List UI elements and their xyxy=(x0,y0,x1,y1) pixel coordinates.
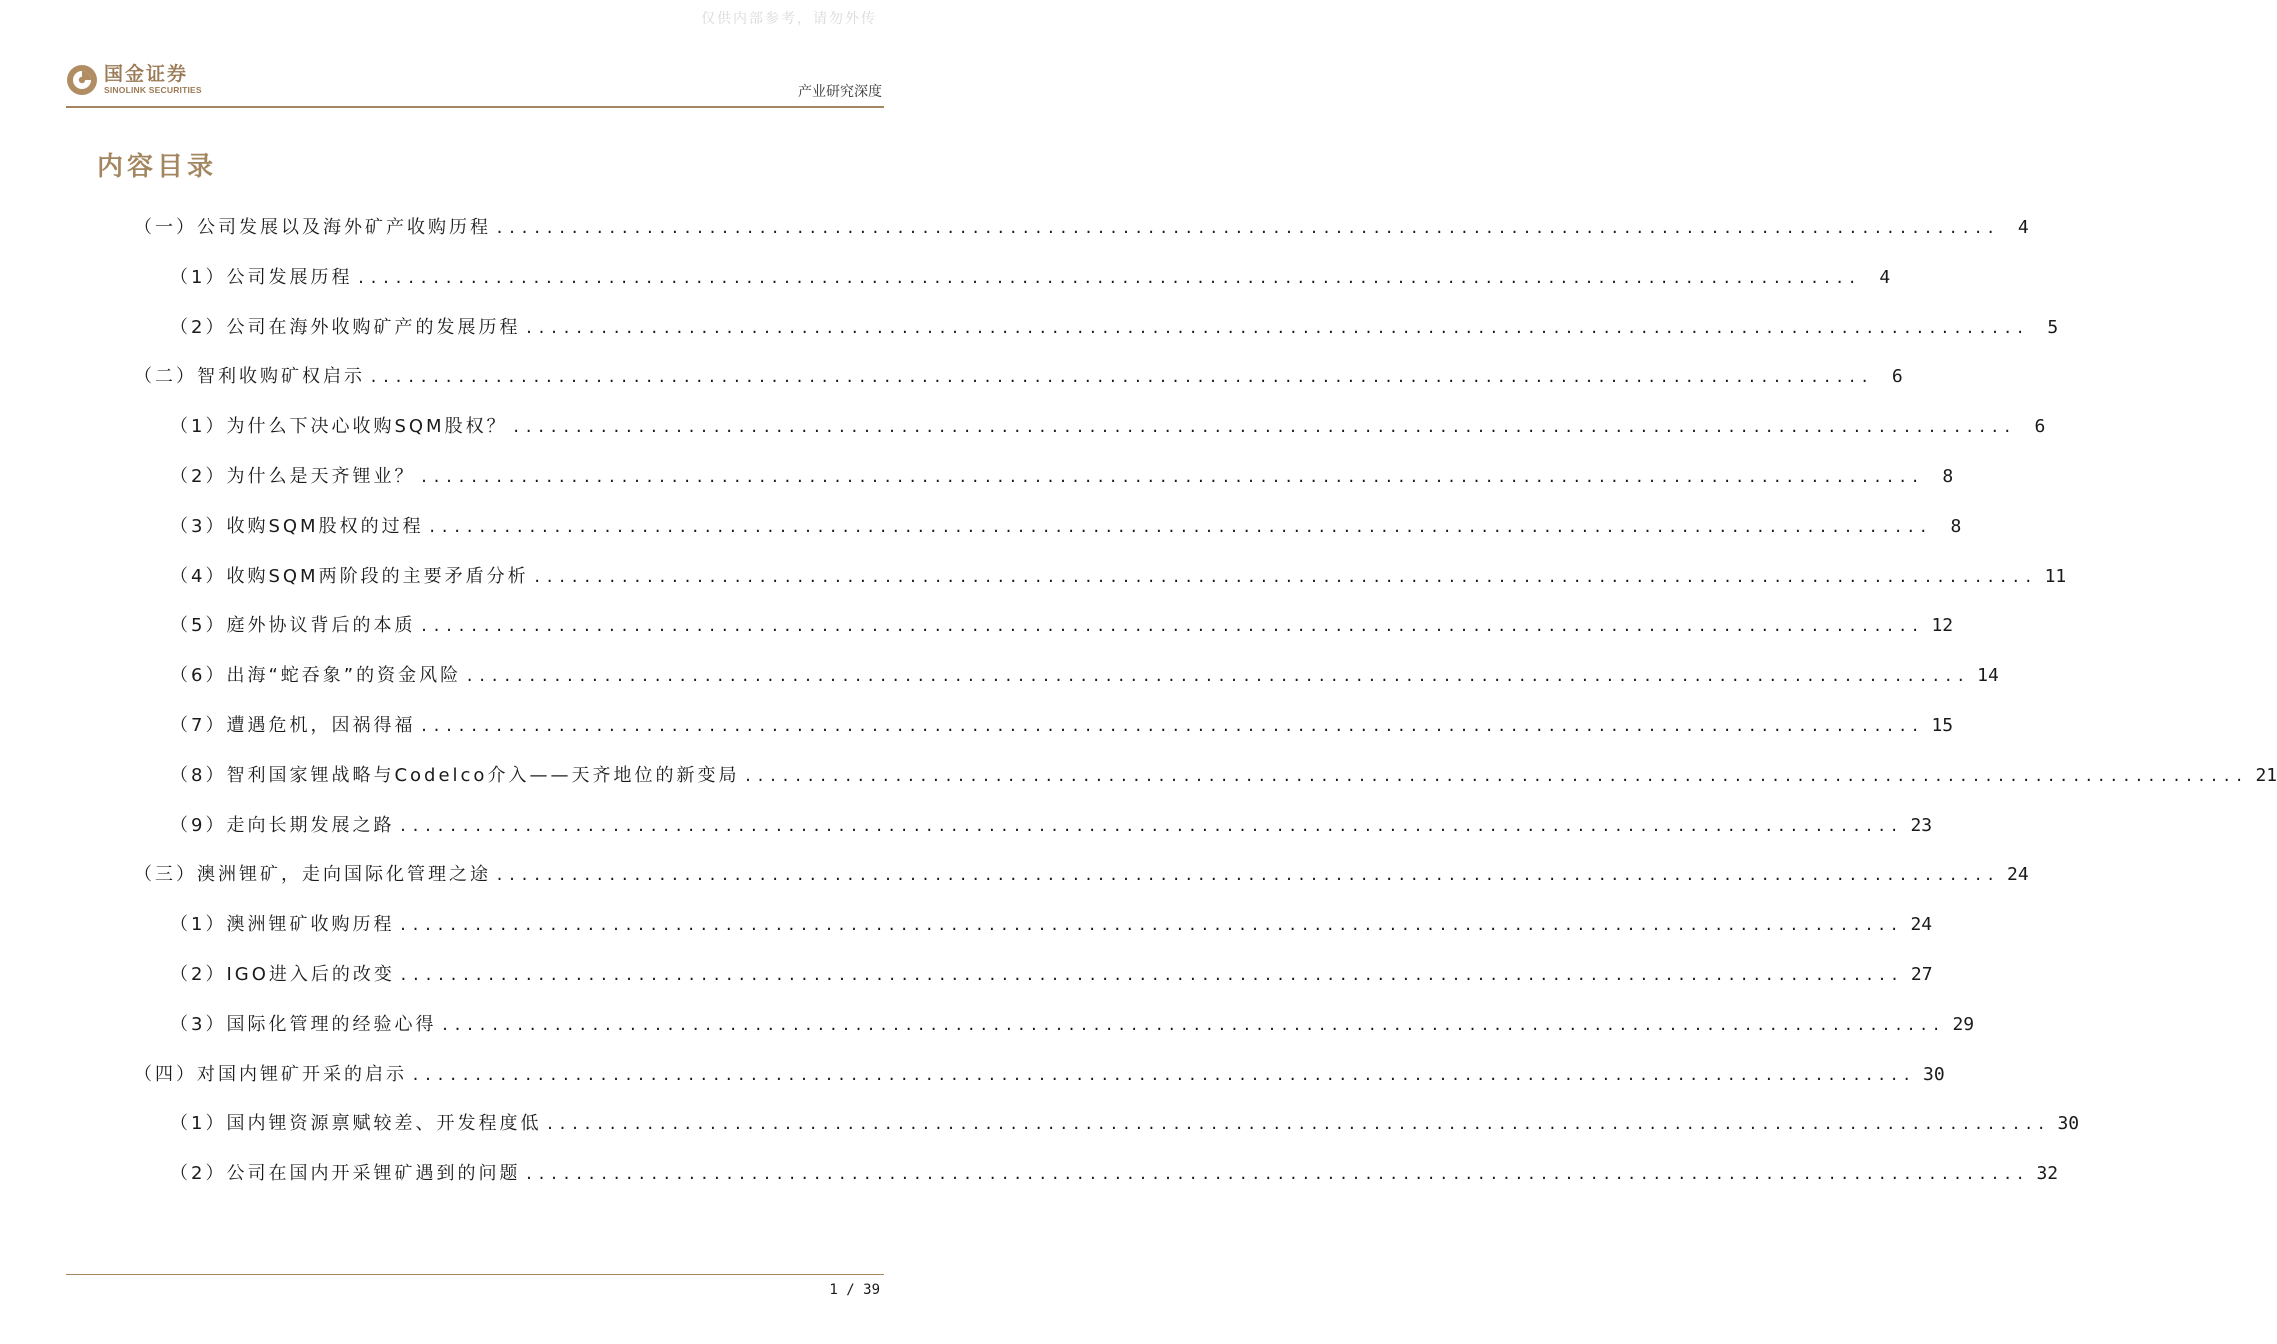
toc-entry[interactable] xyxy=(170,1010,1975,1040)
toc-entry-title: （5）庭外协议背后的本质 xyxy=(170,615,416,637)
toc-entry[interactable] xyxy=(134,213,2029,243)
toc-entry[interactable] xyxy=(170,1109,2080,1139)
toc-entry-page: 6 xyxy=(1891,366,1903,388)
toc-entry-title: （6）出海“蛇吞象”的资金风险 xyxy=(170,665,462,687)
toc-entry-page: 15 xyxy=(1931,715,1954,736)
toc-entry-page: 8 xyxy=(1950,515,1962,537)
toc-dot-leader: ........................................................................................................................ xyxy=(743,766,2248,785)
toc-entry-title: （4）收购SQM两阶段的主要矛盾分析 xyxy=(170,565,529,587)
toc-entry-title: （一）公司发展以及海外矿产收购历程 xyxy=(134,217,491,238)
toc-entry-page: 14 xyxy=(1977,665,1999,687)
toc-entry-title: （二）智利收购矿权启示 xyxy=(134,366,365,388)
toc-entry[interactable] xyxy=(170,910,1933,940)
report-category: 产业研究深度 xyxy=(798,84,882,100)
header-divider xyxy=(66,106,884,108)
toc-entry[interactable] xyxy=(170,611,1954,641)
toc-entry[interactable] xyxy=(170,1159,2059,1189)
toc-dot-leader: ........................................................................................................................ xyxy=(524,1165,2029,1184)
toc-dot-leader: ........................................................................................................................ xyxy=(495,219,1999,237)
toc-entry-title: （7）遭遇危机，因祸得福 xyxy=(170,715,416,736)
toc-dot-leader: ........................................................................................................................ xyxy=(398,916,1903,935)
toc-entry-title: （三）澳洲锂矿，走向国际化管理之途 xyxy=(134,864,491,886)
toc-dot-leader: ........................................................................................................................ xyxy=(545,1115,2050,1134)
toc-entry-title: （2）IGO进入后的改变 xyxy=(170,964,395,985)
toc-entry[interactable] xyxy=(170,761,2277,791)
toc-entry[interactable] xyxy=(170,811,1933,841)
toc-entry[interactable] xyxy=(170,960,1933,990)
toc-entry[interactable] xyxy=(170,462,1954,492)
toc-dot-leader: ........................................................................................................................ xyxy=(369,368,1873,387)
toc-dot-leader: ........................................................................................................................ xyxy=(398,966,1903,984)
toc-entry-title: （8）智利国家锂战略与Codelco介入——天齐地位的新变局 xyxy=(170,764,740,786)
toc-dot-leader: ........................................................................................................................ xyxy=(419,717,1924,735)
page-number: 1 / 39 xyxy=(829,1282,880,1298)
toc-entry-title: （2）公司在国内开采锂矿遇到的问题 xyxy=(170,1163,521,1185)
toc-entry-page: 23 xyxy=(1910,814,1933,836)
footer-divider xyxy=(66,1274,884,1275)
toc-dot-leader: ........................................................................................................................ xyxy=(465,667,1969,686)
watermark-text: 仅供内部参考，请勿外传 xyxy=(701,11,877,27)
toc-entry-title: （1）公司发展历程 xyxy=(170,266,353,288)
toc-entry[interactable] xyxy=(170,512,1962,542)
toc-entry[interactable] xyxy=(170,313,2059,343)
toc-entry-page: 21 xyxy=(2255,764,2277,786)
toc-entry-title: （1）国内锂资源禀赋较差、开发程度低 xyxy=(170,1113,542,1135)
toc-dot-leader: ........................................................................................................................ xyxy=(419,617,1924,636)
toc-dot-leader: ........................................................................................................................ xyxy=(356,268,1861,287)
toc-entry-page: 24 xyxy=(1910,914,1933,936)
toc-entry-title: （2）公司在海外收购矿产的发展历程 xyxy=(170,316,521,338)
toc-entry-page: 30 xyxy=(2057,1113,2080,1135)
toc-entry[interactable] xyxy=(170,562,2067,592)
toc-dot-leader: ........................................................................................................................ xyxy=(398,816,1903,835)
toc-entry-title: （四）对国内锂矿开采的启示 xyxy=(134,1063,407,1085)
logo-name-en: SINOLINK SECURITIES xyxy=(104,85,202,95)
company-logo xyxy=(66,64,202,96)
toc-dot-leader: ........................................................................................................................ xyxy=(419,468,1924,486)
toc-title: 内容目录 xyxy=(97,152,218,182)
toc-dot-leader: ........................................................................................................................ xyxy=(411,1065,1915,1084)
logo-name-cn: 国金证券 xyxy=(104,63,189,85)
toc-entry-page: 12 xyxy=(1931,615,1954,637)
toc-entry[interactable] xyxy=(170,661,1999,691)
toc-entry-page: 6 xyxy=(2034,416,2046,438)
toc-entry-page: 11 xyxy=(2044,565,2067,587)
toc-entry[interactable] xyxy=(170,263,1891,293)
toc-dot-leader: ........................................................................................................................ xyxy=(532,567,2037,586)
toc-entry[interactable] xyxy=(134,860,2029,890)
toc-entry-page: 29 xyxy=(1952,1013,1975,1035)
toc-dot-leader: ........................................................................................................................ xyxy=(440,1015,1945,1034)
toc-entry-title: （1）为什么下决心收购SQM股权？ xyxy=(170,416,508,438)
toc-entry-page: 5 xyxy=(2047,316,2059,338)
toc-entry[interactable] xyxy=(134,362,1903,392)
toc-entry-title: （3）国际化管理的经验心得 xyxy=(170,1013,437,1035)
toc-entry-page: 27 xyxy=(1910,964,1933,985)
toc-dot-leader: ........................................................................................................................ xyxy=(511,418,2016,437)
toc-entry-page: 4 xyxy=(1879,266,1891,288)
sinolink-logo-icon xyxy=(66,64,98,96)
toc-entry[interactable] xyxy=(170,412,2046,442)
toc-entry-title: （9）走向长期发展之路 xyxy=(170,814,395,836)
toc-entry-page: 24 xyxy=(2007,864,2029,886)
toc-entry[interactable] xyxy=(170,711,1954,741)
toc-entry-page: 30 xyxy=(1923,1063,1945,1085)
toc-entry-page: 32 xyxy=(2036,1163,2059,1185)
toc-dot-leader: ........................................................................................................................ xyxy=(495,866,1999,885)
toc-entry-page: 8 xyxy=(1942,466,1954,487)
toc-entry-title: （1）澳洲锂矿收购历程 xyxy=(170,914,395,936)
toc-entry-title: （2）为什么是天齐锂业？ xyxy=(170,466,416,487)
toc-entry-page: 4 xyxy=(2017,217,2029,238)
toc-dot-leader: ........................................................................................................................ xyxy=(524,318,2029,337)
toc-dot-leader: ........................................................................................................................ xyxy=(427,517,1932,536)
toc-entry-title: （3）收购SQM股权的过程 xyxy=(170,515,424,537)
toc-entry[interactable] xyxy=(134,1060,1945,1090)
